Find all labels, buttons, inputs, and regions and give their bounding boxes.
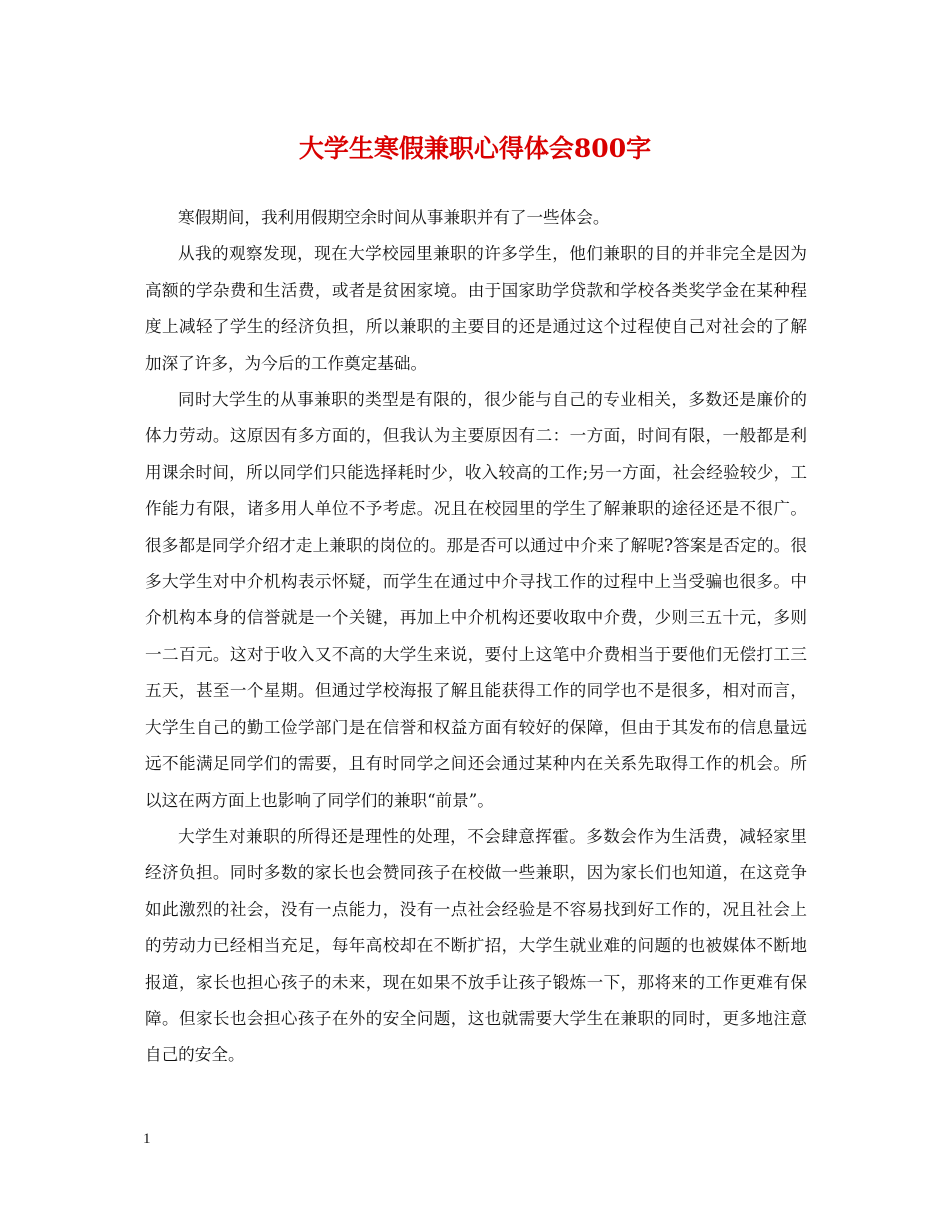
page-number: 1 <box>143 1131 151 1147</box>
paragraph-job-types: 同时大学生的从事兼职的类型是有限的，很少能与自己的专业相关，多数还是廉价的体力劳动。这原因有多方面的，但我认为主要原因有二：一方面，时间有限，一般都是利用课余时间，所以同学们只能选择耗时少，收入较高的工作;另一方面，社会经验较少，工作能力有限，诸多用人单位不予考虑。况且在校园里的学生了解兼职的途径还是不很广。很多都是同学介绍才走上兼职的岗位的。那是否可以通过中介来了解呢?答案是否定的。很多大学生对中介机构表示怀疑，而学生在通过中介寻找工作的过程中上当受骗也很多。中介机构本身的信誉就是一个关键，再加上中介机构还要收取中介费，少则三五十元，多则一二百元。这对于收入又不高的大学生来说，要付上这笔中介费相当于要他们无偿打工三五天，甚至一个星期。但通过学校海报了解且能获得工作的同学也不是很多，相对而言，大学生自己的勤工俭学部门是在信誉和权益方面有较好的保障，但由于其发布的信息量远远不能满足同学们的需要，且有时同学之间还会通过某种内在关系先取得工作的机会。所以这在两方面上也影响了同学们的兼职“前景”。 <box>145 390 807 810</box>
paragraph-intro: 寒假期间，我利用假期空余时间从事兼职并有了一些体会。 <box>178 208 610 227</box>
document-body <box>145 200 807 1074</box>
document-title: 大学生寒假兼职心得体会800字 <box>298 134 652 163</box>
paragraph-observation: 从我的观察发现，现在大学校园里兼职的许多学生，他们兼职的目的并非完全是因为高额的学杂费和生活费，或者是贫困家境。由于国家助学贷款和学校各类奖学金在某种程度上减轻了学生的经济负担，所以兼职的主要目的还是通过这个过程使自己对社会的了解加深了许多，为今后的工作奠定基础。 <box>145 244 807 373</box>
paragraph-earnings: 大学生对兼职的所得还是理性的处理，不会肆意挥霍。多数会作为生活费，减轻家里经济负担。同时多数的家长也会赞同孩子在校做一些兼职，因为家长们也知道，在这竞争如此激烈的社会，没有一点能力，没有一点社会经验是不容易找到好工作的，况且社会上的劳动力已经相当充足，每年高校却在不断扩招，大学生就业难的问题的也被媒体不断地报道，家长也担心孩子的未来，现在如果不放手让孩子锻炼一下，那将来的工作更难有保障。但家长也会担心孩子在外的安全问题，这也就需要大学生在兼职的同时，更多地注意自己的安全。 <box>145 826 807 1065</box>
